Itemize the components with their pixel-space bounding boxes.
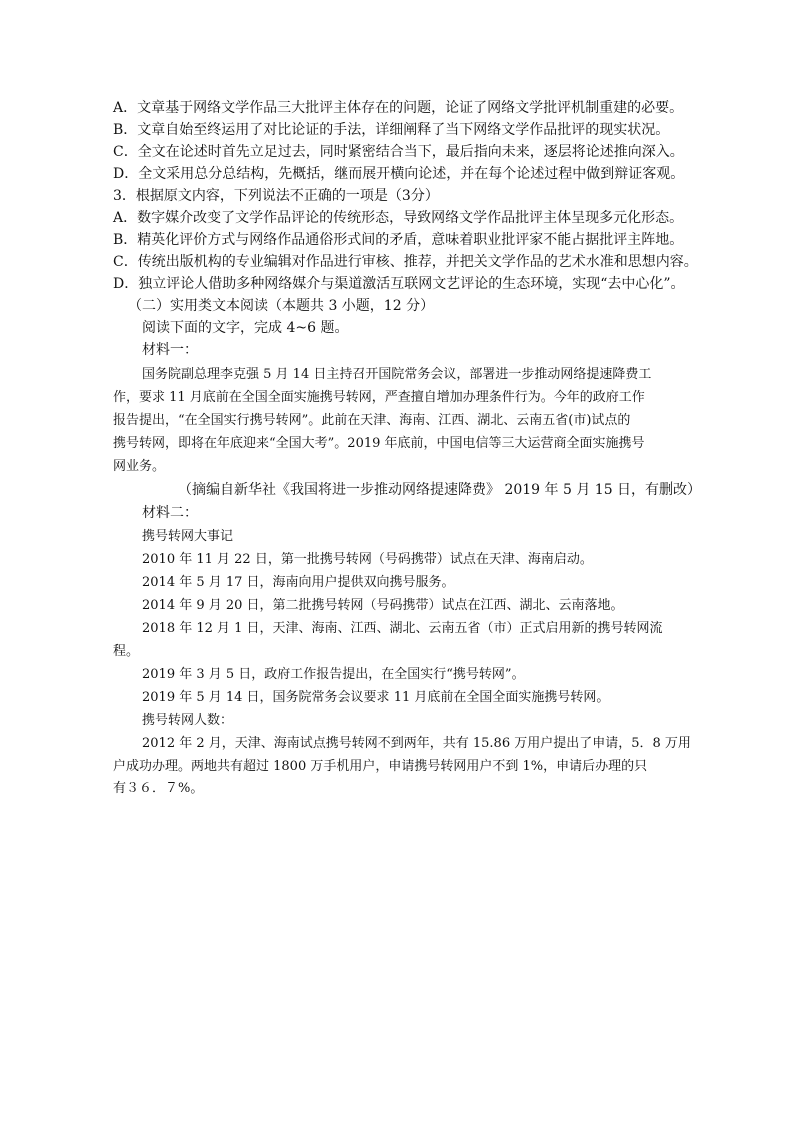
event-item: 程。 (113, 644, 140, 659)
users-line: 户成功办理。两地共有超过 1800 万手机用户，申请携号转网用户不到 1%，申请后办理的只 (113, 759, 648, 774)
q3-option-c: C．传统出版机构的专业编辑对作品进行审核、推荐，并把关文学作品的艺术水准和思想内容。 (113, 254, 698, 270)
material2-label: 材料二： (142, 505, 198, 521)
q3-option-a: A．数字媒介改变了文学作品评论的传统形态，导致网络文学作品批评主体呈现多元化形态。 (113, 210, 684, 226)
material1-line: 携号转网，即将在年底迎来“全国大考”。2019 年底前，中国电信等三大运营商全面实施携号 (113, 436, 645, 451)
section-instruction: 阅读下面的文字，完成 4~6 题。 (142, 320, 349, 336)
q2-option-a: A．文章基于网络文学作品三大批评主体存在的问题，论证了网络文学批评机制重建的必要。 (113, 100, 684, 116)
users-line: 有３６．７%。 (113, 781, 204, 796)
event-item: 2014 年 5 月 17 日，海南向用户提供双向携号服务。 (142, 575, 455, 590)
users-line: 2012 年 2 月，天津、海南试点携号转网不到两年，共有 15.86 万用户提出了申请，5．8 万用 (142, 736, 691, 751)
material1-line: 国务院副总理李克强 5 月 14 日主持召开国院常务会议，部署进一步推动网络提速降费工 (142, 367, 652, 382)
material1-source: （摘编自新华社《我国将进一步推动网络提速降费》 2019 年 5 月 15 日，有删改） (178, 482, 702, 498)
material1-label: 材料一： (142, 342, 198, 358)
events-title: 携号转网大事记 (142, 529, 234, 544)
q3-option-d: D．独立评论人借助多种网络媒介与渠道激活互联网文艺评论的生态环境，实现“去中心化”。 (113, 276, 685, 292)
event-item: 2014 年 9 月 20 日，第二批携号转网（号码携带）试点在江西、湖北、云南落地。 (142, 598, 624, 613)
q3-option-b: B．精英化评价方式与网络作品通俗形式间的矛盾，意味着职业批评家不能占据批评主阵地。 (113, 232, 684, 248)
event-item: 2010 年 11 月 22 日，第一批携号转网（号码携带）试点在天津、海南启动。 (142, 552, 593, 567)
q2-option-d: D．全文采用总分总结构，先概括，继而展开横向论述，并在每个论述过程中做到辩证客观。 (113, 166, 685, 182)
event-item: 2018 年 12 月 1 日，天津、海南、江西、湖北、云南五省（市）正式启用新的携号转网流 (142, 621, 663, 636)
material1-line: 报告提出，“在全国实行携号转网”。此前在天津、海南、江西、湖北、云南五省(市)试点的 (113, 413, 631, 428)
q2-option-b: B．文章自始至终运用了对比论证的手法，详细阐释了当下网络文学作品批评的现实状况。 (113, 122, 670, 138)
q3-stem: 3．根据原文内容，下列说法不正确的一项是（3分） (113, 188, 439, 204)
material1-line: 网业务。 (113, 459, 166, 474)
section-heading: （二）实用类文本阅读（本题共 3 小题，12 分） (128, 298, 435, 314)
q2-option-c: C．全文在论述时首先立足过去，同时紧密结合当下，最后指向未来，逐层将论述推向深入。 (113, 144, 684, 160)
event-item: 2019 年 3 月 5 日，政府工作报告提出，在全国实行“携号转网”。 (142, 667, 525, 682)
users-title: 携号转网人数： (142, 713, 234, 728)
material1-line: 作，要求 11 月底前在全国全面实施携号转网，严查擅自增加办理条件行为。今年的政府工作 (113, 390, 645, 405)
event-item: 2019 年 5 月 14 日，国务院常务会议要求 11 月底前在全国全面实施携号转网。 (142, 690, 610, 705)
